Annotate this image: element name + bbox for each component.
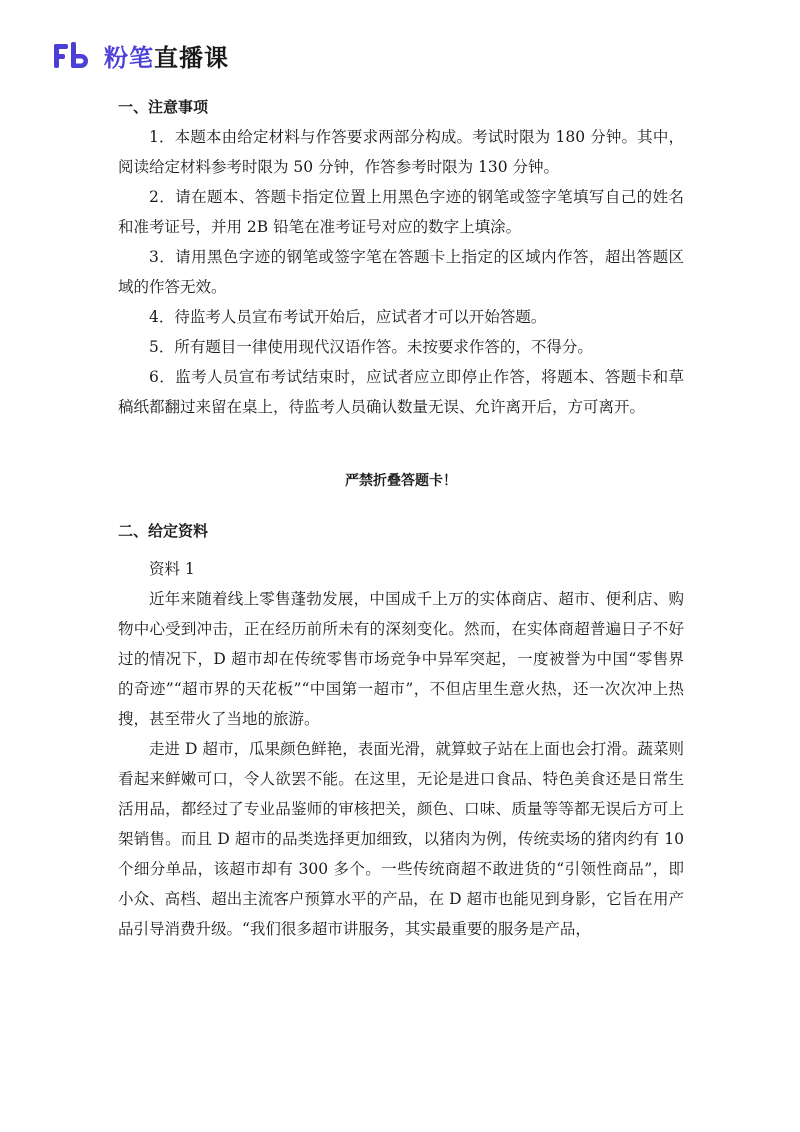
material-label: 资料 1: [149, 560, 195, 578]
section2-title: 二、给定资料: [118, 522, 209, 540]
notice-item-3: 3．请用黑色字迹的钢笔或签字笔在答题卡上指定的区域内作答，超出答题区域的作答无效。: [118, 248, 684, 296]
notice-item-1: 1．本题本由给定材料与作答要求两部分构成。考试时限为 180 分钟。其中，阅读给定材料参考时限为 50 分钟，作答参考时限为 130 分钟。: [118, 128, 684, 176]
document-body: [118, 92, 684, 944]
logo-text: [104, 38, 229, 73]
no-fold-warning: 严禁折叠答题卡！: [345, 473, 457, 489]
notice-item-2: 2．请在题本、答题卡指定位置上用黑色字迹的钢笔或签字笔填写自己的姓名和准考证号，并用 2B 铅笔在准考证号对应的数字上填涂。: [118, 188, 684, 236]
section1-title: 一、注意事项: [118, 98, 209, 116]
notice-item-4: 4．待监考人员宣布考试开始后，应试者才可以开始答题。: [149, 308, 547, 326]
fb-logo-icon: [54, 42, 94, 70]
notice-item-6: 6．监考人员宣布考试结束时，应试者应立即停止作答，将题本、答题卡和草稿纸都翻过来留在桌上，待监考人员确认数量无误、允许离开后，方可离开。: [118, 368, 684, 416]
material-paragraph-1: 近年来随着线上零售蓬勃发展，中国成千上万的实体商店、超市、便利店、购物中心受到冲击，正在经历前所未有的深刻变化。然而，在实体商超普遍日子不好过的情况下，D 超市却在传统零售市场竞争中异军突起，一度被誉为中国“零售界的奇迹”“超市界的天花板”“中国第一超市”，不但店里生意火热，还一次次冲上热搜，甚至带火了当地的旅游。: [118, 590, 684, 728]
logo-brand: 粉笔: [104, 44, 154, 72]
material-paragraph-2: 走进 D 超市，瓜果颜色鲜艳，表面光滑，就算蚊子站在上面也会打滑。蔬菜则看起来鲜嫩可口，令人欲罢不能。在这里，无论是进口食品、特色美食还是日常生活用品，都经过了专业品鉴师的审核把关，颜色、口味、质量等等都无误后方可上架销售。而且 D 超市的品类选择更加细致，以猪肉为例，传统卖场的猪肉约有 10 个细分单品，该超市却有 300 多个。一些传统商超不敢进货的“引领性商品”，即小众、高档、超出主流客户预算水平的产品，在 D 超市也能见到身影，它旨在用产品引导消费升级。“我们很多超市讲服务，其实最重要的服务是产品，: [118, 740, 684, 938]
brand-logo: [54, 38, 229, 73]
notice-item-5: 5．所有题目一律使用现代汉语作答。未按要求作答的，不得分。: [149, 338, 593, 356]
logo-rest: 直播课: [154, 44, 229, 72]
